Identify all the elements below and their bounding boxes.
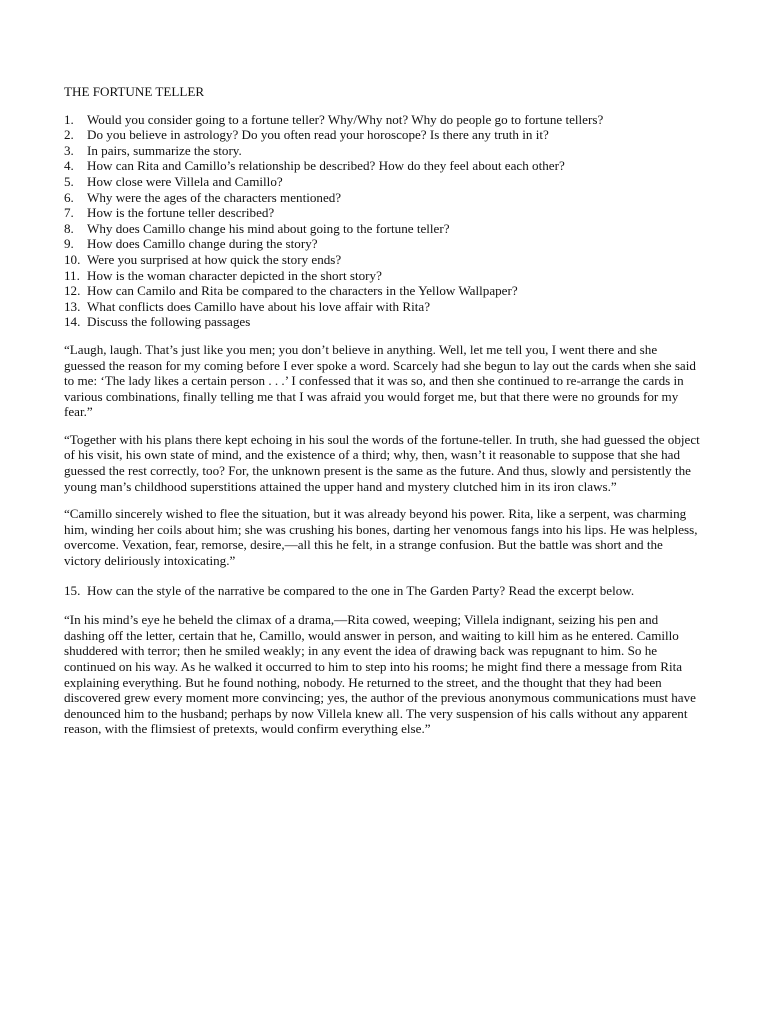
question-item [64,314,700,330]
question-item [64,190,700,206]
question-number: 15. [64,582,81,598]
question-text: How is the woman character depicted in the short story? [87,267,382,283]
question-number: 8. [64,220,74,236]
quoted-passage: “Camillo sincerely wished to flee the situation, but it was already beyond his power. Rita, like a serpent, was charming him, winding her coils about him; she was crushing his bones, darting her venomous fangs into his lips. He was helpless, overcome. Vexation, fear, remorse, desire,—all this he felt, in a strange confusion. But the battle was short and the victory deliriously intoxicating.” [64,506,698,569]
question-text: How close were Villela and Camillo? [87,173,283,189]
question-text: How is the fortune teller described? [87,205,275,221]
question-text: Discuss the following passages [87,314,251,330]
question-number: 14. [64,314,81,330]
question-text: In pairs, summarize the story. [87,142,242,158]
question-number: 7. [64,205,74,221]
question-item [64,174,700,190]
question-number: 9. [64,236,74,252]
question-text: Would you consider going to a fortune teller? Why/Why not? Why do people go to fortune tellers? [87,111,604,127]
quoted-passage: “Together with his plans there kept echoing in his soul the words of the fortune-teller. In truth, she had guessed the object of his visit, his own state of mind, and the existence of a third; why, then, wasn’t it reasonable to suppose that she had guessed the rest correctly, too? For, the unknown present is the same as the future. And thus, slowly and persistently the young man’s childhood superstitions attained the upper hand and mystery clutched him in its iron claws.” [64,431,700,494]
question-number: 10. [64,251,81,267]
question-item [64,221,700,237]
question-number: 5. [64,173,74,189]
question-item [64,268,700,284]
question-text: What conflicts does Camillo have about his love affair with Rita? [87,298,431,314]
excerpt-passage: “In his mind’s eye he beheld the climax of a drama,—Rita cowed, weeping; Villela indignant, seizing his pen and dashing off the letter, certain that he, Camillo, would answer in person, and waiting to kill him as he entered. Camillo shuddered with terror; then he smiled weakly; in any event the idea of drawing back was repugnant to him. So he continued on his way. As he walked it occurred to him to step into his rooms; he might find there a message from Rita explaining everything. But he found nothing, nobody. He returned to the street, and the thought that they had been discovered grew every moment more convincing; yes, the author of the previous anonymous communications must have denounced him to the husband; perhaps by now Villela knew all. The very suspension of his calls without any apparent reason, with the flimsiest of pretexts, would confirm everything else.” [64,612,696,737]
question-list [64,112,700,330]
question-item [64,252,700,268]
question-text: Why does Camillo change his mind about going to the fortune teller? [87,220,450,236]
question-text: How can Rita and Camillo’s relationship be described? How do they feel about each other? [87,158,565,174]
question-number: 11. [64,267,80,283]
question-number: 12. [64,283,81,299]
question-item [64,158,700,174]
question-item-15 [64,583,700,599]
question-text: Do you believe in astrology? Do you often read your horoscope? Is there any truth in it? [87,127,549,143]
question-item [64,283,700,299]
question-item [64,299,700,315]
question-number: 6. [64,189,74,205]
question-item [64,143,700,159]
question-number: 1. [64,111,74,127]
question-number: 4. [64,158,74,174]
question-number: 13. [64,298,81,314]
document-page [64,84,700,737]
document-title: THE FORTUNE TELLER [64,84,205,99]
question-item [64,236,700,252]
question-text: Why were the ages of the characters mentioned? [87,189,342,205]
question-text: Were you surprised at how quick the story ends? [87,251,342,267]
question-item [64,205,700,221]
quoted-passage: “Laugh, laugh. That’s just like you men; you don’t believe in anything. Well, let me tell you, I went there and she guessed the reason for my coming before I ever spoke a word. Scarcely had she begun to lay out the cards when she said to me: ‘The lady likes a certain person . . .’ I confessed that it was so, and then she continued to re-arrange the cards in various combinations, finally telling me that I was afraid you would forget me, but that there were no grounds for my fear.” [64,341,696,420]
question-text: How can the style of the narrative be compared to the one in The Garden Party? Read the excerpt below. [87,582,635,598]
question-text: How does Camillo change during the story? [87,236,318,252]
question-text: How can Camilo and Rita be compared to the characters in the Yellow Wallpaper? [87,283,518,299]
question-number: 3. [64,142,74,158]
question-number: 2. [64,127,74,143]
question-item [64,112,700,128]
question-item [64,127,700,143]
